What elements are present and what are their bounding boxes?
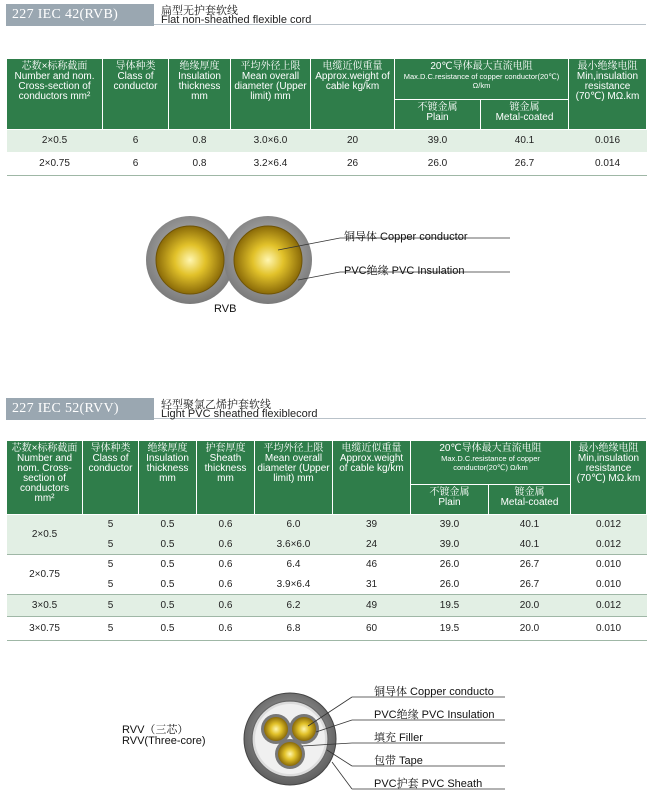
header-weight: 电缆近似重量 Approx.weight of cable kg/km (311, 59, 395, 130)
table-row: 2×0.5 5 0.5 0.6 6.0 39 39.0 40.1 0.012 (7, 515, 647, 535)
header-diameter: 平均外径上限 Mean overall diameter (Upper limit) mm (231, 59, 311, 130)
section-header-rvv (6, 398, 646, 420)
rvv-caption-en: RVV(Three-core) (122, 735, 206, 747)
header-class: 导体种类 Class of conductor (103, 59, 169, 130)
rvv-spec-table (6, 440, 647, 641)
callout-copper-conductor: 铜导体 Copper conductor (344, 231, 468, 243)
rvv-core-3 (275, 739, 305, 769)
table-row: 5 0.5 0.6 3.6×6.0 24 39.0 40.1 0.012 (7, 535, 647, 555)
header-min-insulation: 最小绝缘电阻 Min,insulation resistance (70℃) MΩ.km (571, 441, 647, 515)
section-title-en: Light PVC sheathed flexiblecord (161, 408, 318, 420)
header-class: 导体种类 Class of conductor (83, 441, 139, 515)
header-cores: 芯数×标称截面 Number and nom. Cross-section of conductors mm² (7, 59, 103, 130)
rvb-spec-table (6, 58, 647, 176)
rvb-cable-diagram (140, 210, 520, 310)
header-metal-coated: 镀金属 Metal-coated (481, 100, 569, 130)
callout-pvc-sheath: PVC护套 PVC Sheath (374, 778, 483, 790)
table-row: 2×0.75 6 0.8 3.2×6.4 26 26.0 26.7 0.014 (7, 152, 647, 176)
callout-filler: 填充 Filler (374, 732, 423, 744)
leader-line-sheath (332, 762, 352, 789)
header-resistance: 20℃导体最大直流电阻 Max.D.C.resistance of copper conductor(20℃) Ω/km (411, 441, 571, 485)
rvb-conductor-left (156, 226, 224, 294)
section-code-rvb: 227 IEC 42(RVB) (6, 4, 154, 26)
header-insulation: 绝缘厚度 Insulation thickness mm (169, 59, 231, 130)
rvb-conductor-right (234, 226, 302, 294)
callout-copper-conductor: 铜导体 Copper conducto (374, 686, 494, 698)
section-title-cn: 扁型无护套软线 (161, 5, 238, 17)
header-metal-coated: 镀金属 Metal-coated (489, 485, 571, 515)
header-min-insulation: 最小绝缘电阻 Min,insulation resistance (70℃) MΩ.km (569, 59, 647, 130)
header-weight: 电缆近似重量 Approx.weight of cable kg/km (333, 441, 411, 515)
callout-pvc-insulation: PVC绝缘 PVC Insulation (374, 709, 495, 721)
table-row: 5 0.5 0.6 3.9×6.4 31 26.0 26.7 0.010 (7, 575, 647, 595)
header-diameter: 平均外径上限 Mean overall diameter (Upper limit) mm (255, 441, 333, 515)
header-sheath: 护套厚度 Sheath thickness mm (197, 441, 255, 515)
rvv-caption-cn: RVV（三芯） (122, 724, 189, 736)
header-plain: 不镀金属 Plain (411, 485, 489, 515)
table-row: 2×0.5 6 0.8 3.0×6.0 20 39.0 40.1 0.016 (7, 130, 647, 152)
callout-tape: 包带 Tape (374, 755, 423, 767)
section-title-en: Flat non-sheathed flexible cord (161, 14, 312, 26)
header-resistance: 20℃导体最大直流电阻 Max.D.C.resistance of copper conductor(20℃) Ω/km (395, 59, 569, 100)
section-title-cn: 轻型聚氯乙烯护套软线 (161, 399, 271, 411)
table-row: 2×0.75 5 0.5 0.6 6.4 46 26.0 26.7 0.010 (7, 555, 647, 575)
section-code-rvv: 227 IEC 52(RVV) (6, 398, 154, 420)
table-row: 3×0.75 5 0.5 0.6 6.8 60 19.5 20.0 0.010 (7, 617, 647, 641)
callout-pvc-insulation: PVC绝缘 PVC Insulation (344, 265, 465, 277)
rvb-caption: RVB (214, 303, 237, 315)
header-insulation: 绝缘厚度 Insulation thickness mm (139, 441, 197, 515)
table-row: 3×0.5 5 0.5 0.6 6.2 49 19.5 20.0 0.012 (7, 595, 647, 617)
section-header-rvb (6, 4, 646, 26)
header-plain: 不镀金属 Plain (395, 100, 481, 130)
header-cores: 芯数×标称截面 Number and nom. Cross-section of conductors mm² (7, 441, 83, 515)
